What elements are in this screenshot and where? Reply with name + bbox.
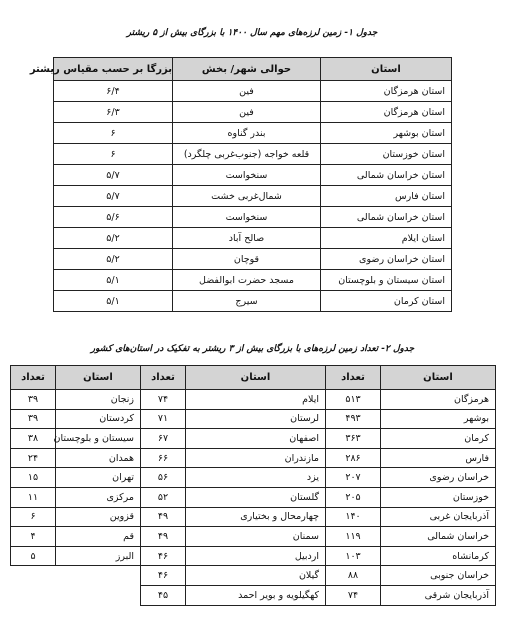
table1-cell: ۵/۷ — [54, 186, 173, 207]
table1-cell: استان خراسان شمالی — [321, 207, 452, 228]
table2-cell: سیستان و بلوچستان — [56, 429, 141, 449]
table1-header-cell: بزرگا بر حسب مقیاس ریشتر — [54, 58, 173, 81]
table2-cell: ۱۵ — [11, 468, 56, 488]
table2-cell — [11, 566, 56, 586]
table1-cell: ۵/۱ — [54, 291, 173, 312]
table2-cell: ۵ — [11, 546, 56, 566]
table1-row — [54, 186, 452, 207]
table2-cell: ۶۶ — [141, 448, 186, 468]
table2-row — [11, 487, 496, 507]
table2-cell: ۲۸۶ — [326, 448, 381, 468]
table2-caption: جدول ۲- تعداد زمین لرزه‌های با بزرگای بیش از ۳ ریشتر به تفکیک در استان‌های کشور — [90, 344, 415, 354]
table2-cell: قزوین — [56, 507, 141, 527]
table2 — [10, 365, 496, 606]
table2-cell: ۳۹ — [11, 390, 56, 410]
table2-cell: ۱۱ — [11, 487, 56, 507]
table2-cell: البرز — [56, 546, 141, 566]
table2-cell: ۴۶ — [141, 546, 186, 566]
table2-cell: کرمانشاه — [381, 546, 496, 566]
table1-cell: قلعه خواجه (جنوب‌غربی چلگرد) — [173, 144, 321, 165]
table1-cell: استان بوشهر — [321, 123, 452, 144]
table2-row — [11, 409, 496, 429]
table2-cell: سمنان — [186, 527, 326, 547]
table2-cell: ۵۱۳ — [326, 390, 381, 410]
table2-cell: لرستان — [186, 409, 326, 429]
table1-cell: مسجد حضرت ابوالفضل — [173, 270, 321, 291]
table2-cell: گلستان — [186, 487, 326, 507]
table1-row — [54, 249, 452, 270]
table2-cell: قم — [56, 527, 141, 547]
table2-row — [11, 546, 496, 566]
table1-cell: شمال‌غربی خشت — [173, 186, 321, 207]
table1-cell: ۵/۲ — [54, 228, 173, 249]
table2-row — [11, 390, 496, 410]
table2-cell: ۴۵ — [141, 585, 186, 605]
table2-cell: بوشهر — [381, 409, 496, 429]
table2-header-cell: تعداد — [326, 366, 381, 390]
table1-cell: سیرج — [173, 291, 321, 312]
table2-header-row — [11, 366, 496, 390]
table1-cell: ۶/۳ — [54, 102, 173, 123]
table2-header-cell: استان — [381, 366, 496, 390]
table2-cell: زنجان — [56, 390, 141, 410]
table1-row — [54, 144, 452, 165]
table1-cell: صالح آباد — [173, 228, 321, 249]
table1-cell: ۵/۲ — [54, 249, 173, 270]
table1-cell: استان هرمزگان — [321, 102, 452, 123]
table2-cell: کهگیلویه و بویر احمد — [186, 585, 326, 605]
table1-row — [54, 207, 452, 228]
table1 — [29, 57, 452, 312]
table2-cell: کرمان — [381, 429, 496, 449]
table2-cell: آذربایجان غربی — [381, 507, 496, 527]
table2-row — [11, 585, 496, 605]
table2-cell: ۲۰۷ — [326, 468, 381, 488]
table2-row — [11, 448, 496, 468]
table2-cell: اردبیل — [186, 546, 326, 566]
table2-cell: خراسان شمالی — [381, 527, 496, 547]
table2-row — [11, 566, 496, 586]
table2-cell: گیلان — [186, 566, 326, 586]
table2-cell: ۶۷ — [141, 429, 186, 449]
table2-cell: ۷۴ — [326, 585, 381, 605]
table2-cell: خوزستان — [381, 487, 496, 507]
table2-cell: ۲۰۵ — [326, 487, 381, 507]
table2-cell: ایلام — [186, 390, 326, 410]
table1-row — [54, 228, 452, 249]
table2-cell: چهارمحال و بختیاری — [186, 507, 326, 527]
table1-cell: قوچان — [173, 249, 321, 270]
table2-cell: ۴۹ — [141, 507, 186, 527]
table2-header-cell: تعداد — [11, 366, 56, 390]
table1-cell: استان خراسان شمالی — [321, 165, 452, 186]
table1-header-cell: حوالی شهر/ بخش — [173, 58, 321, 81]
table1-cell: سنخواست — [173, 207, 321, 228]
table1-row — [54, 81, 452, 102]
table2-cell: ۶ — [11, 507, 56, 527]
table2-cell: کردستان — [56, 409, 141, 429]
table2-cell: ۷۱ — [141, 409, 186, 429]
table2-cell: ۴۶ — [141, 566, 186, 586]
table2-cell: ۴۹ — [141, 527, 186, 547]
table2-cell — [56, 585, 141, 605]
table1-cell: استان خوزستان — [321, 144, 452, 165]
table2-cell: خراسان رضوی — [381, 468, 496, 488]
table2-cell: ۳۹ — [11, 409, 56, 429]
table2-cell: مرکزی — [56, 487, 141, 507]
table1-cell: استان سیستان و بلوچستان — [321, 270, 452, 291]
table1-header-cell: استان — [321, 58, 452, 81]
table2-cell: ۳۸ — [11, 429, 56, 449]
table1-row — [54, 102, 452, 123]
table1-row — [54, 270, 452, 291]
table2-cell: آذربایجان شرقی — [381, 585, 496, 605]
table2-header-cell: استان — [186, 366, 326, 390]
table1-cell: استان فارس — [321, 186, 452, 207]
table2-cell — [56, 566, 141, 586]
table2-cell: خراسان جنوبی — [381, 566, 496, 586]
table2-cell: همدان — [56, 448, 141, 468]
table1-body — [54, 81, 452, 312]
table2-cell: ۴ — [11, 527, 56, 547]
table1-cell: استان ایلام — [321, 228, 452, 249]
table2-cell: ۴۹۳ — [326, 409, 381, 429]
table2-header-cell: تعداد — [141, 366, 186, 390]
table2-cell: ۵۲ — [141, 487, 186, 507]
table1-cell: استان هرمزگان — [321, 81, 452, 102]
table1-cell: ۵/۱ — [54, 270, 173, 291]
table1-row — [54, 123, 452, 144]
table1-row — [54, 165, 452, 186]
table1-cell: استان خراسان رضوی — [321, 249, 452, 270]
table2-row — [11, 468, 496, 488]
table1-header-row — [54, 58, 452, 81]
table2-cell — [11, 585, 56, 605]
table1-cell: ۵/۷ — [54, 165, 173, 186]
table1-caption: جدول ۱- زمین لرزه‌های مهم سال ۱۴۰۰ با بزرگای بیش از ۵ ریشتر — [126, 28, 378, 38]
table2-row — [11, 429, 496, 449]
table2-cell: ۷۴ — [141, 390, 186, 410]
table2-cell: فارس — [381, 448, 496, 468]
table2-cell: ۱۴۰ — [326, 507, 381, 527]
table2-cell: ۱۰۳ — [326, 546, 381, 566]
table2-body — [11, 390, 496, 606]
table2-cell: مازندران — [186, 448, 326, 468]
table2-row — [11, 527, 496, 547]
table1-cell: بندر گناوه — [173, 123, 321, 144]
table2-cell: تهران — [56, 468, 141, 488]
table2-cell: ۸۸ — [326, 566, 381, 586]
table2-cell: ۵۶ — [141, 468, 186, 488]
table2-row — [11, 507, 496, 527]
table2-cell: هرمزگان — [381, 390, 496, 410]
table1-cell: فین — [173, 81, 321, 102]
table2-cell: ۱۱۹ — [326, 527, 381, 547]
table1-cell: فین — [173, 102, 321, 123]
table1-cell: سنخواست — [173, 165, 321, 186]
table2-cell: اصفهان — [186, 429, 326, 449]
table1-cell: استان کرمان — [321, 291, 452, 312]
table2-cell: ۳۶۳ — [326, 429, 381, 449]
table2-cell: ۲۴ — [11, 448, 56, 468]
table2-cell: یزد — [186, 468, 326, 488]
table1-row — [54, 291, 452, 312]
table1-cell: ۵/۶ — [54, 207, 173, 228]
table1-cell: ۶ — [54, 123, 173, 144]
table1-cell: ۶ — [54, 144, 173, 165]
table1-cell: ۶/۴ — [54, 81, 173, 102]
table2-header-cell: استان — [56, 366, 141, 390]
